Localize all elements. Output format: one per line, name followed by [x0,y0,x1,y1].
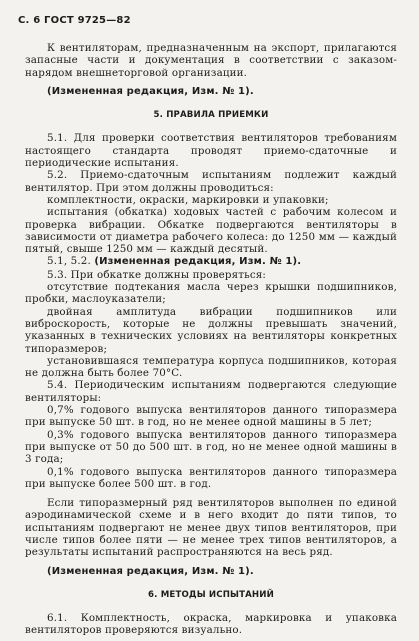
paragraph-5-4: 5.4. Периодическим испытаниям подвергаются следующие вентиляторы: [25,379,397,404]
amendment-note-inline: (Измененная редакция, Изм. № 1). [94,256,302,268]
paragraph-completeness: комплектности, окраски, маркировки и упаковки; [47,193,329,206]
paragraph-0-1-percent: 0,1% годового выпуска вентиляторов данного типоразмера при выпуске более 500 шт. в год. [25,465,397,490]
section-heading-5: 5. ПРАВИЛА ПРИЕМКИ [153,110,269,121]
clause-ref: 5.1, 5.2. [47,255,95,268]
paragraph-temperature: установившаяся температура корпуса подшипников, которая не должна быть более 70°C. [25,354,397,380]
paragraph-0-3-percent: 0,3% годового выпуска вентиляторов данного типоразмера при выпуске от 50 до 500 шт. в год, но не менее одной машины в 3 года; [25,428,397,466]
paragraph-6-1: 6.1. Комплектность, окраска, маркировка и упаковка вентиляторов проверяются визуально. [25,612,397,637]
page-header: С. 6 ГОСТ 9725—82 [18,15,131,26]
paragraph-series: Если типоразмерный ряд вентиляторов выполнен по единой аэродинамической схеме и в него входит до пяти типов, то испытаниям подвергают не менее двух типов вентиляторов, при числе типов более пяти — не менее трех типов вентиляторов, а результаты испытаний распространяются на весь ряд. [25,497,397,559]
paragraph-5-1: 5.1. Для проверки соответствия вентиляторов требованиям настоящего стандарта проводят приемо-сдаточные и периодические испытания. [25,132,397,170]
section-heading-6: 6. МЕТОДЫ ИСПЫТАНИЙ [148,589,274,600]
amendment-note: (Измененная редакция, Изм. № 1). [47,565,254,577]
paragraph-5-2: 5.2. Приемо-сдаточным испытаниям подлежит каждый вентилятор. При этом должны проводиться: [25,169,397,194]
paragraph-0-7-percent: 0,7% годового выпуска вентиляторов данного типоразмера при выпуске 50 шт. в год, но не менее одной машины в 5 лет; [25,404,397,429]
paragraph-vibration: двойная амплитуда вибрации подшипников или виброскорость, которые не должны превышать значений, указанных в технических условиях на вентиляторы конкретных типоразмеров; [25,305,397,355]
paragraph-run-in: испытания (обкатка) ходовых частей с рабочим колесом и проверка вибрации. Обкатке подвергаются вентиляторы в зависимости от диаметра рабочего колеса: до 1250 мм — каждый пятый, свыше 1250 мм — каждый десятый. [25,206,397,256]
paragraph-oil-leak: отсутствие подтекания масла через крышки подшипников, пробки, маслоуказатели; [25,281,397,306]
document-body [25,42,397,637]
paragraph-5-1-5-2-note [25,255,397,268]
paragraph-5-3: 5.3. При обкатке должны проверяться: [47,268,267,281]
paragraph-export: К вентиляторам, предназначенным на экспорт, прилагаются запасные части и документация в соответствии с заказом-нарядом внешнеторговой организации. [25,42,397,79]
amendment-note: (Измененная редакция, Изм. № 1). [47,85,254,97]
